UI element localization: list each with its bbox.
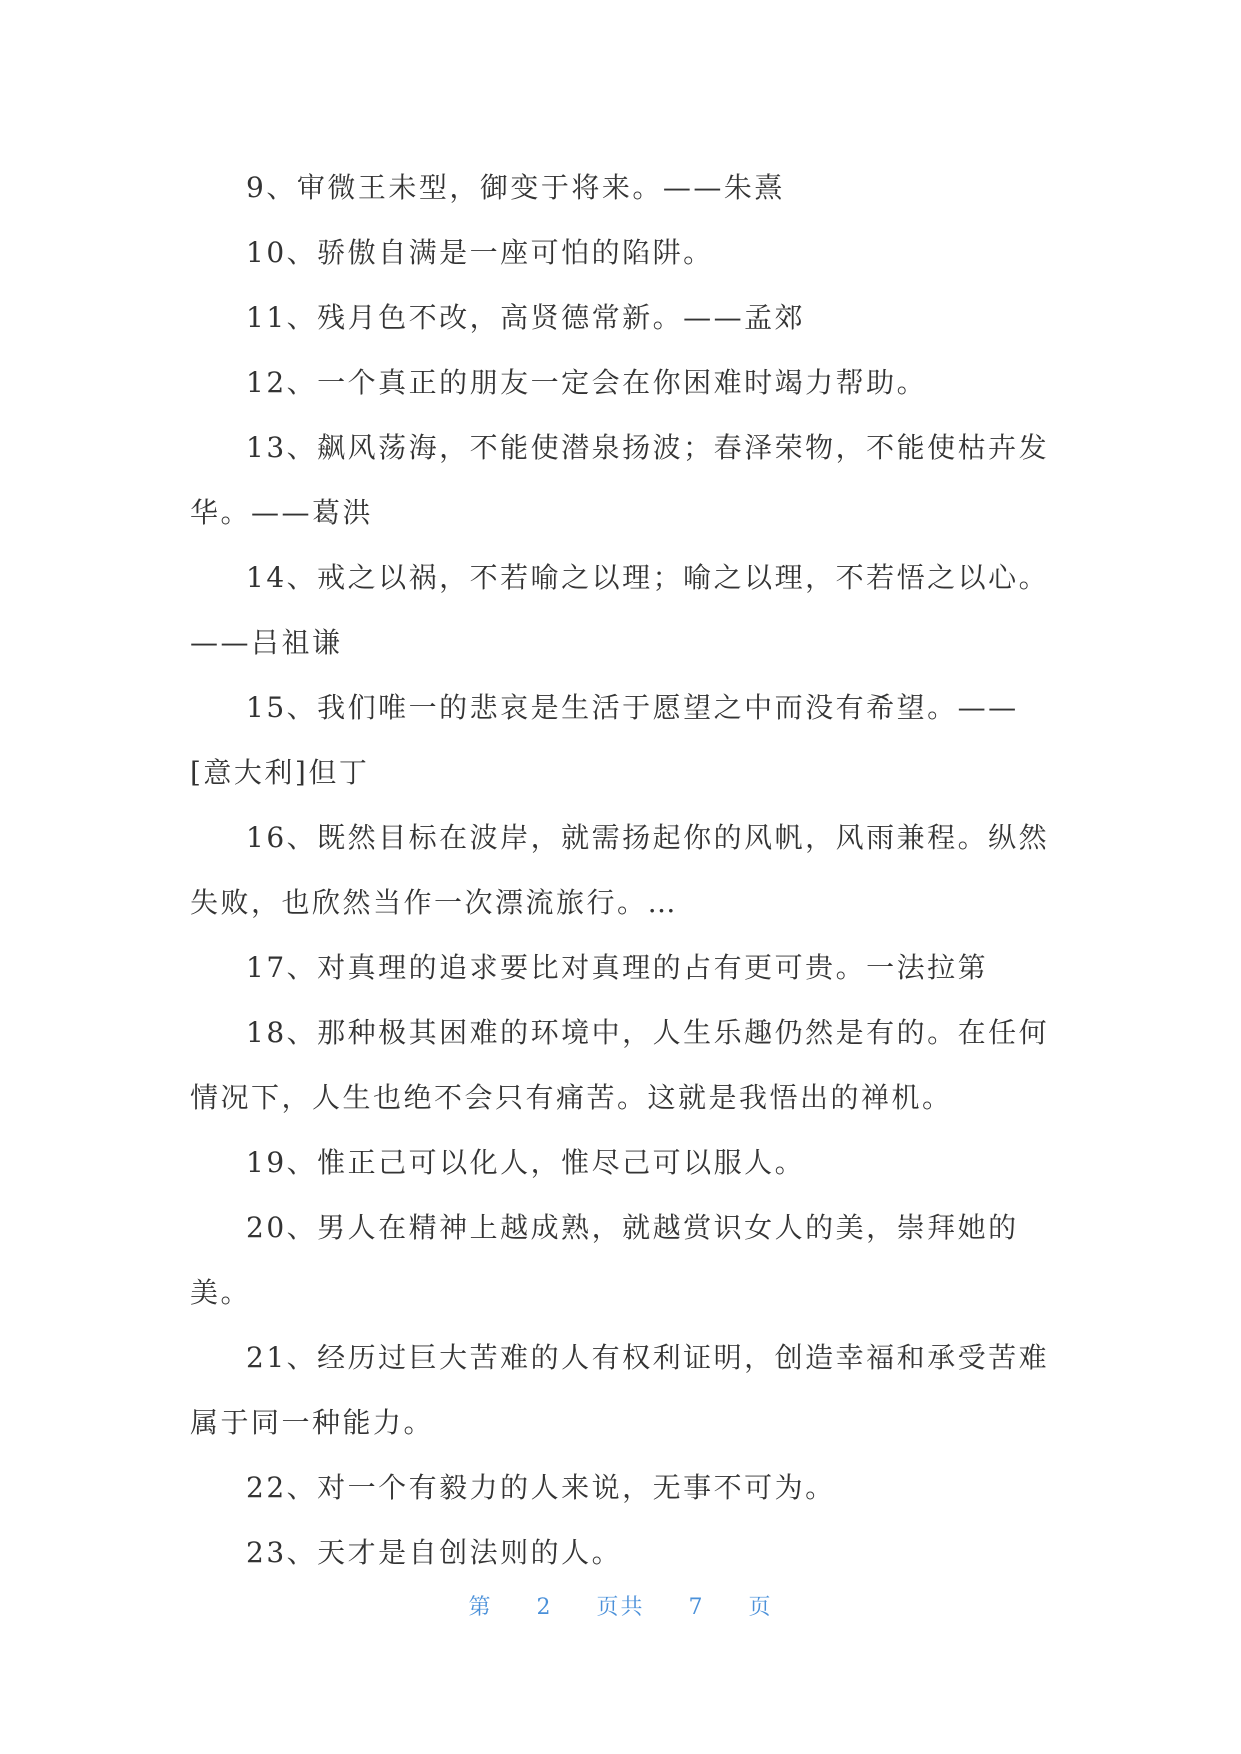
paragraph-12: 12、一个真正的朋友一定会在你困难时竭力帮助。 [246,366,928,399]
paragraph-17: 17、对真理的追求要比对真理的占有更可贵。一法拉第 [246,951,989,984]
page-footer [0,1590,1241,1621]
paragraph-23: 23、天才是自创法则的人。 [246,1536,623,1569]
paragraph-10: 10、骄傲自满是一座可怕的陷阱。 [246,236,714,269]
paragraph-21: 21、经历过巨大苦难的人有权利证明，创造幸福和承受苦难属于同一种能力。 [190,1341,1050,1439]
footer-current-page: 2 [536,1595,553,1620]
paragraph-16: 16、既然目标在波岸，就需扬起你的风帆，风雨兼程。纵然失败，也欣然当作一次漂流旅行。… [190,821,1050,919]
paragraph-14: 14、戒之以祸，不若喻之以理；喻之以理，不若悟之以心。——吕祖谦 [190,561,1050,659]
paragraph-22: 22、对一个有毅力的人来说，无事不可为。 [246,1471,836,1504]
paragraph-18: 18、那种极其困难的环境中，人生乐趣仍然是有的。在任何情况下，人生也绝不会只有痛苦。这就是我悟出的禅机。 [190,1016,1050,1114]
paragraph-13: 13、飙风荡海，不能使潜泉扬波；春泽荣物，不能使枯卉发华。——葛洪 [190,431,1050,529]
footer-suffix: 页 [748,1595,773,1620]
footer-total-pages: 7 [688,1595,705,1620]
footer-middle: 页共 [596,1595,645,1620]
paragraph-11: 11、残月色不改，高贤德常新。——孟郊 [246,301,806,334]
paragraph-19: 19、惟正己可以化人，惟尽己可以服人。 [246,1146,806,1179]
paragraph-20: 20、男人在精神上越成熟，就越赏识女人的美，崇拜她的美。 [190,1211,1019,1309]
paragraph-15: 15、我们唯一的悲哀是生活于愿望之中而没有希望。——[意大利]但丁 [190,691,1019,789]
footer-prefix: 第 [468,1595,493,1620]
paragraph-9: 9、审微王未型，御变于将来。——朱熹 [246,171,785,204]
document-body [190,155,1050,1585]
